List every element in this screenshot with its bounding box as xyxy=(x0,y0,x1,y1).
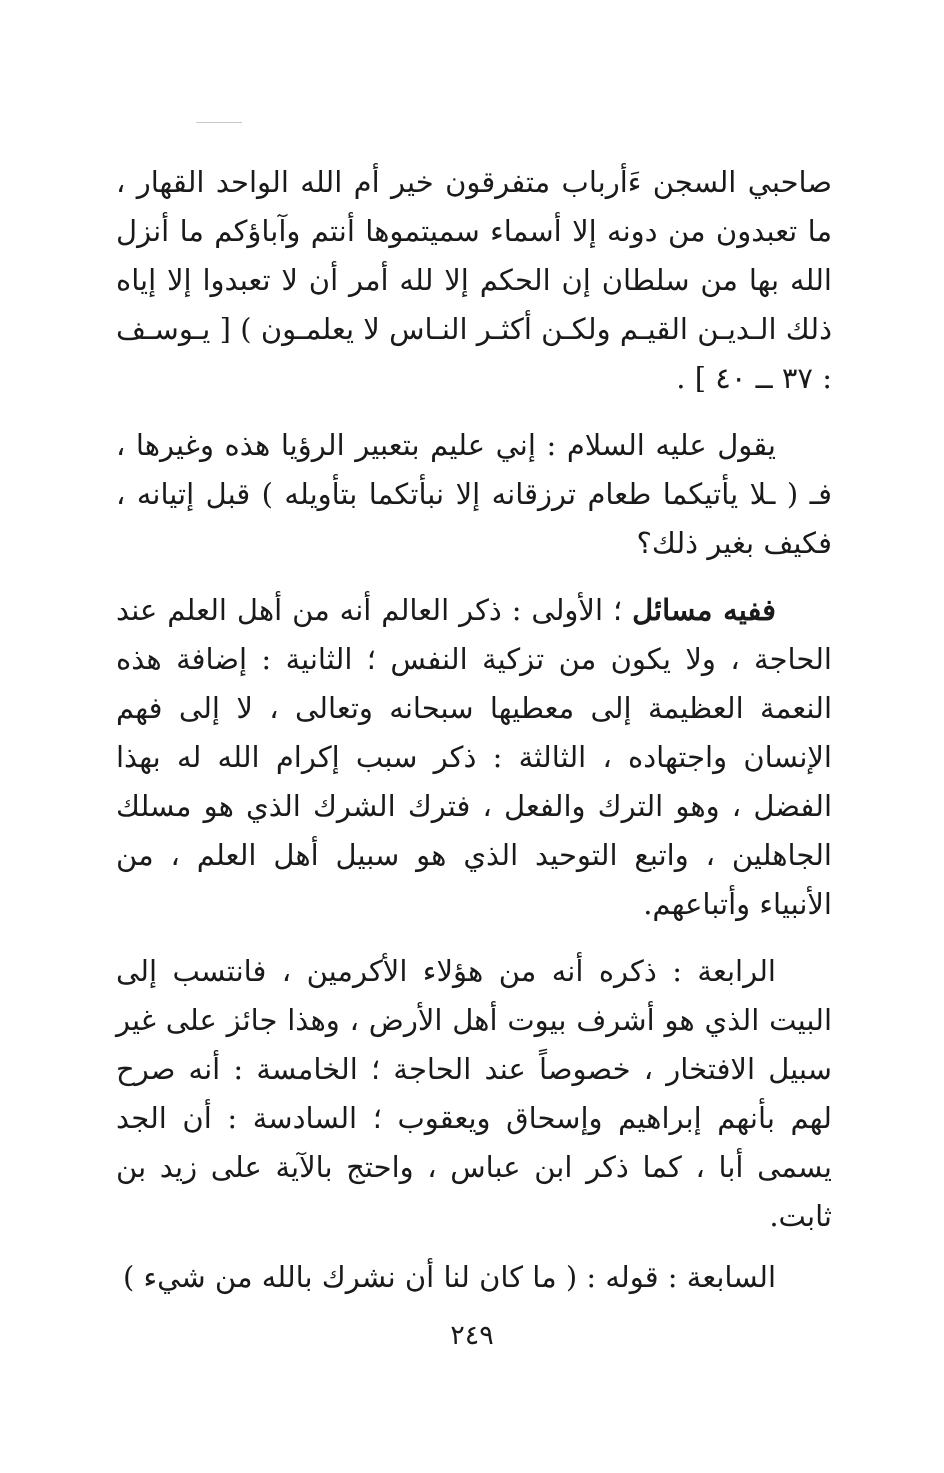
paragraph-quran-quote xyxy=(116,158,832,403)
paragraph-1-text: صاحبي السجن ءَأرباب متفرقون خير أم الله الواحد القهار ، ما تعبدون من دونه إلا أسماء سميتموها أنتم وآباؤكم ما أنزل الله بها من سلطان إن الحكم إلا لله أمر أن لا تعبدوا إلا إياه ذلك الـديـن القيـم ولكـن أكثـر النـاس لا يعلمـون ) [ يـوسـف : ٣٧ ــ ٤٠ ] . xyxy=(116,165,832,395)
paragraph-issues xyxy=(116,586,832,929)
header-rule xyxy=(196,122,242,123)
paragraph-3-text: ؛ الأولى : ذكر العالم أنه من أهل العلم عند الحاجة ، ولا يكون من تزكية النفس ؛ الثانية : إضافة هذه النعمة العظيمة إلى معطيها سبحانه وتعالى ، لا إلى فهم الإنسان واجتهاده ، الثالثة : ذكر سبب إكرام الله له بهذا الفضل ، وهو الترك والفعل ، فترك الشرك الذي هو مسلك الجاهلين ، واتبع التوحيد الذي هو سبيل أهل العلم ، من الأنبياء وأتباعهم. xyxy=(116,593,832,921)
paragraph-seventh-issue xyxy=(116,1253,832,1302)
paragraph-commentary xyxy=(116,421,832,568)
paragraph-2-text: يقول عليه السلام : إني عليم بتعبير الرؤيا هذه وغيرها ، فـ ( ـلا يأتيكما طعام ترزقانه إلا نبأتكما بتأويله ) قبل إتيانه ، فكيف بغير ذلك؟ xyxy=(116,428,832,560)
paragraph-3-lead: ففيه مسائل xyxy=(632,593,777,627)
body-text xyxy=(116,158,832,1320)
page-number: ٢٤٩ xyxy=(450,1320,494,1351)
paragraph-4-text: الرابعة : ذكره أنه من هؤلاء الأكرمين ، فانتسب إلى البيت الذي هو أشرف بيوت أهل الأرض ، وهذا جائز على غير سبيل الافتخار ، خصوصاً عند الحاجة ؛ الخامسة : أنه صرح لهم بأنهم إبراهيم وإسحاق ويعقوب ؛ السادسة : أن الجد يسمى أبا ، كما ذكر ابن عباس ، واحتج بالآية على زيد بن ثابت. xyxy=(116,954,832,1233)
paragraph-fourth-issue xyxy=(116,947,832,1241)
paragraph-5-text: السابعة : قوله : ( ما كان لنا أن نشرك بالله من شيء ) xyxy=(123,1260,776,1294)
